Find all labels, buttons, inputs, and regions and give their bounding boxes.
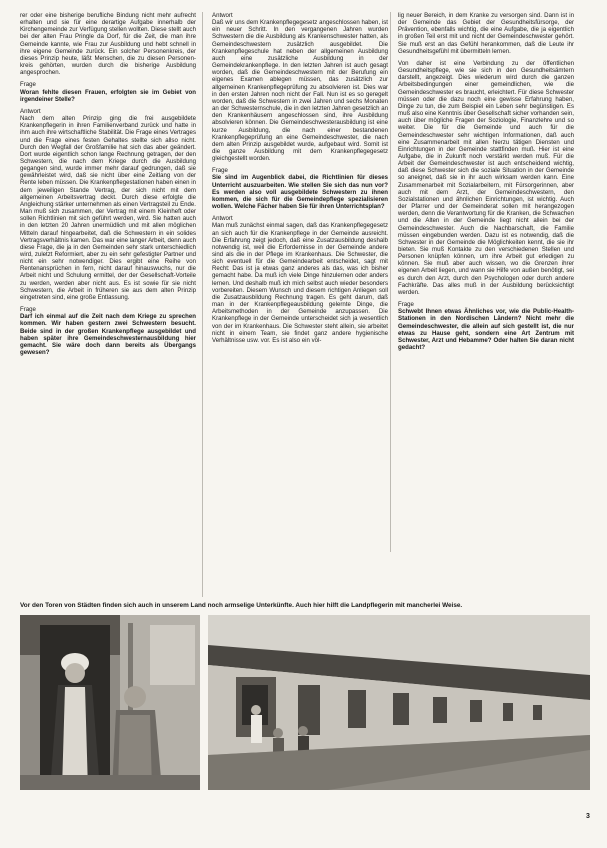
paragraph: Von daher ist eine Verbindung zu der öffentlichen Gesundheitspflege, wie sie sich in den Gesundheitsämtern darstellt, angezeigt. Dies wiederum wird durch die ganzen Arbeitsbedingungen einer gemeindlichen, wie die Gemeindeschwester es braucht, erleichtert. Für diese Schwester müssen oder die dazu noch eine gewisse Erfahrung haben, Dinge zu tun, die zum Beispiel ein Leben sehr begünstigen. Es muß also eine Kenntnis über Gesellschaft sicher vorhanden sein, auch über mögliche Fragen der Soziologie, Finanzlehre und so weiter. Die für die Gemeinde und auch für die Gemeindeschwester sehr wichtigen Informationen, daß auch eine Zusammenarbeit mit allen hierzu tätigen Diensten und Einrichtungen in der Gemeinde stattfinden muß. Hier ist eine Aufgabe, die in Zukunft noch verstärkt werden muß. Für die Arbeit der Gemeindeschwester ist auch entscheidend wichtig, daß diese Schwester sich die soziale Situation in der Gemeinde so aneignet, daß sie in ihr auch wirksam werden kann. Eine Zusammenarbeit mit Sozialarbeitern, mit Fürsorgerinnen, aber auch mit dem Arzt, der Gemeindeschwestern, den Sozialstationen und ähnlichen Einrichtungen, ist wichtig. Auch der Pfarrer und der Gemeinderat sollen mit herangezogen werden, denn die Verantwortung für die Kranken, die Schwachen und die Alten in der Gemeinde liegt nicht allein bei der Gemeindeschwester. Auch die Nachbarschaft, die Familie müssen eingebunden werden. Dazu ist es notwendig, daß die Schwester in der Gemeinde die Möglichkeiten kennt, die sie ihr bieten. Sie muß Kontakte zu den verschiedenen Stellen und Personen knüpfen können, um ihre Arbeit gut erledigen zu können. Sie muß aber auch wissen, wo die Grenzen ihrer eigenen Arbeit liegen, und wann sie Hilfe von außen benötigt, sei es durch den Arzt, durch den Psychologen oder durch andere Fachkräfte. Das alles muß in der Ausbildung berücksichtigt werden. <box>398 59 574 296</box>
photo-barracks-image <box>208 615 590 790</box>
column-divider <box>390 12 391 552</box>
answer-text: Man muß zunächst einmal sagen, daß das Krankenpflegegesetz an sich auch für die Krankenpflege in der Gemeinde ausreicht. Die Erfahrung zeigt jedoch, daß eine Zusatzausbildung deshalb notwendig ist, weil die Erfordernisse in der Gemeinde andere sind als die in der Pflege im Krankenhaus. Die Schwester, die sich eventuell für die Gemeindearbeit entscheidet, sagt mit Recht: Das ist ja etwas ganz anderes als das, was ich bisher gemacht habe. Da muß ich viele Dinge hinzulernen oder anders lernen. Und deshalb muß ich mich selbst auch wieder besonders vorbereiten. Diesem Wunsch und diesem richtigen Anliegen soll die Zusatzausbildung Rechnung tragen. Es geht darum, daß man in der Krankenpflegeausbildung gelernte Dinge, die Arbeitsmethoden in der Gemeinde anzupassen. Die Krankenpflege in der Gemeinde unterscheidet sich ja wesentlich von der im Krankenhaus. Die Schwester steht allein, sie arbeitet nicht in einem Team, sie findet ganz andere hygienische Verhältnisse usw. vor. Es ist also ein völ- <box>212 222 388 344</box>
text-column-3 <box>398 12 574 557</box>
question-text: Darf ich einmal auf die Zeit nach dem Kriege zu sprechen kommen. Wir haben gestern zwei Schwestern besucht. Beide sind in der großen Krankenpflege ausgebildet und haben später ihre Gemeindeschwesternausbildung hier gemacht. Sie wäre doch dann bereits als Übergangs gewesen? <box>20 313 196 357</box>
page-number: 3 <box>586 813 590 820</box>
photo-caption: Vor den Toren von Städten finden sich auch in unserem Land noch armselige Unterkünfte. Auch hier hilft die Landpflegerin mit mancherlei Weise. <box>20 602 463 609</box>
question-text: Woran fehlte diesen Frauen, erfolgten sie im Gebiet von irgendeiner Stelle? <box>20 88 196 103</box>
paragraph: rer oder eine bisherige berufliche Bindung nicht mehr aufrecht erhalten und sie für eine derartige Aufgabe innerhalb der Kirchengemeinde zur Verfügung stellen wollten. Diese stellt auch bei der alten Frau Pringle da Dorf, für die Zeit, die man ihre Gemeinde kannte, wie Frau zur Ausbildung und hebt schnell in ihre eigene Gemeinde zurück. Ein solcher Personenkreis, der dieses Prinzip heute, läßt Menschen, die zu diesen Personen- kreis gehörten, wurden durch die bisherige Ausbildung angesprochen. <box>20 12 196 77</box>
text-column-1 <box>20 12 196 607</box>
question-label: Frage <box>212 167 228 175</box>
answer-label: Antwort <box>212 215 233 223</box>
photo-nurse-visit <box>20 615 200 790</box>
question-label: Frage <box>20 306 36 314</box>
photo-nurse-visit-image <box>20 615 200 790</box>
column-divider <box>202 12 203 597</box>
answer-label: Antwort <box>212 12 233 19</box>
question-text: Sie sind im Augenblick dabei, die Richtlinien für dieses Unterricht auszuarbeiten. Wie stellen Sie sich das nun vor? Es werden also voll ausgebildete Schwestern zu ihnen kommen, die sich für die Gemeindepflege spezialisieren wollen. Welche Fächer haben Sie für ihren Unterrichtsplan? <box>212 174 388 211</box>
text-column-2 <box>212 12 388 607</box>
question-label: Frage <box>20 81 36 89</box>
answer-text: Daß wir uns dem Krankenpflegegesetz angeschlossen haben, ist ein neuer Schritt. In den vergangenen Jahren wurden Schwestern die die Ausbildung als Krankenschwester hatten, als Gemeindeschwestern zusätzlich ausgebildet. Die Krankenpflegeschule hat neben der allgemeinen Ausbildung auch eine zusätzliche Ausbildung in der Gemeindekrankenpflege. In den letzten Jahren ist auch gesagt worden, daß die Gemeindeschwestern mit der Berufung ein eigenes Examen ablegen müssen, das zusätzlich zur allgemeinen Krankenpflegeprüfung zu absolvieren ist. Dies war in den ersten Jahren noch nicht der Fall. Nun ist es so geregelt worden, daß die Schwestern in zwei Jahren und sechs Monaten an der Schwesternschule, die in den letzten Jahren gesetzlich an den Krankenhäusern angeschlossen sind, ihre Ausbildung absolvieren können. Die Gemeindeschwesterausbildung ist eine kurze Ausbildung, die nach einer bestandenen Krankenpflegeprüfung an eine Gemeindeschwester, die nach dem alten Prinzip ausgebildet wurde, aufgebaut wird. Somit ist die ganze Ausbildung mit dem Krankenpflegegesetz gleichgestellt worden. <box>212 19 388 163</box>
question-label: Frage <box>398 301 414 309</box>
answer-text: Nach dem alten Prinzip ging die frei ausgebildete Krankenpflegerin in ihren Familienverband zurück und hatte in ihm auch ihre wirtschaftliche Stabilität. Die Frage eines Vertrages und die Frage eines festen Gehaltes stellte sich allso nicht. Durch den Wegfall der Großfamilie hat sich das aber geändert. Dort wurde eigentlich schon lange Rechnung getragen, der den Schwestern, die nach dem Kriege durch die Ausbildung gegangen sind, wurde immer mehr darauf gedrungen, daß sie gewährleistet wird, daß sie nicht über eine Zeitlang von der Rente leben müssen. Die Krankenpflegestationen haben einen in dem jeweiligen Stande Vertrag, der sich nicht mit dem allgemeinen Arbeitsvertrag deckt. Durch diese erfolgte die Angleichung stärker unternehmen als einen Vertragsteil zu Ende. Man muß sich zusammen, der Vertrag mit einem Kleinheft oder sollen Richtlinien mit sich geführt werden, wird. Sie hatten auch in den letzten 20 Jahren unermüdlich und mit allen möglichen Mitteln darauf hingearbeitet, daß die Schwestern in ein solides Vertragsverhältnis kamen. Das war eine langer Arbeit, denn auch diese Frage, die ja in den Gemeinden sehr stark unterschiedlich wird, zuletzt Reformiert, aber zu ein sehr gefestigter Partner und nicht ein sehr notwendiger. Dies ergibt eine Reihe von Rentenansprüchen in fern, nicht darauf hinauswuchs, nur die Arbeit nicht und Schulung ermittel, der der Gesellschaft-Vorteile zu werden, werden aber nicht aus. Es ist sowie für sie nicht Schwestern, die Arbeit in früheren sie aus dem alten Prinzip eingetreten sind, eine große Entlassung. <box>20 115 196 301</box>
answer-label: Antwort <box>20 107 41 115</box>
photo-barracks <box>208 615 590 790</box>
question-text: Schwebt Ihnen etwas Ähnliches vor, wie die Public-Health-Stationen in den Nordischen Ländern? Nicht mehr die Gemeindeschwester, die allein auf sich gestellt ist, die nur etwas zu Hause geht, sondern eine Art Zentrum mit Schwester, Arzt und Hebamme? Oder halten Sie daran nicht gedacht? <box>398 308 574 352</box>
paragraph: lig neuer Bereich, in dem Kranke zu versorgen sind. Dann ist in der Gemeinde das Gebiet der Gesundheitsfürsorge, der Prävention, ebenfalls wichtig, die eine Aufgabe, die ja eigentlich in großen Teil erst mit und nicht der Gemeindeschwester gehört. Sie muß erst an das Gefühl herankommen, daß die Leute ihr Gesundheitsgefühl mit übermitteln lernen. <box>398 12 574 55</box>
